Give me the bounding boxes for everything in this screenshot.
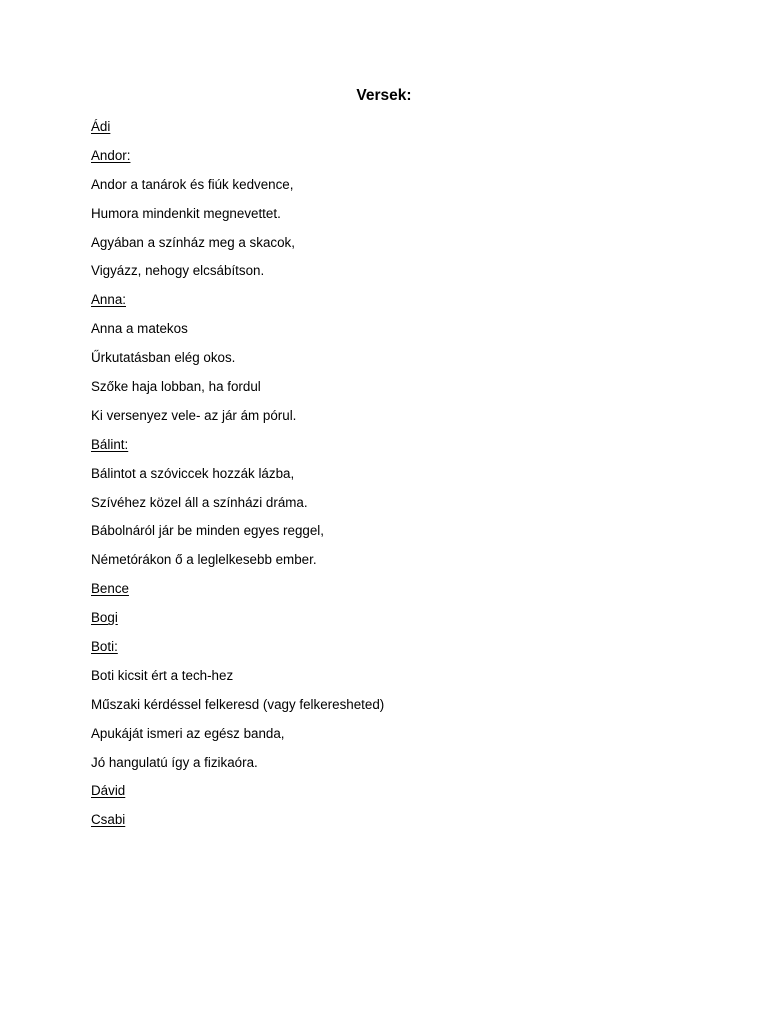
poem-line: Műszaki kérdéssel felkeresd (vagy felkeresheted) <box>91 696 385 712</box>
poem-line: Németórákon ő a leglelkesebb ember. <box>91 552 317 568</box>
poem-line: Szívéhez közel áll a színházi dráma. <box>91 494 308 510</box>
document-body <box>91 117 711 839</box>
poem-heading: Bogi <box>91 610 118 626</box>
poem-heading: Dávid <box>91 783 126 799</box>
document-title: Versek: <box>356 87 412 104</box>
poem-line: Humora mindenkit megnevettet. <box>91 205 281 221</box>
poem-line: Bábolnáról jár be minden egyes reggel, <box>91 523 324 539</box>
poem-heading: Ádi <box>91 119 111 134</box>
poem-heading: Anna: <box>91 292 126 308</box>
poem-heading: Csabi <box>91 812 126 828</box>
poem-heading: Bálint: <box>91 436 129 452</box>
poem-line: Szőke haja lobban, ha fordul <box>91 379 261 395</box>
poem-line: Ki versenyez vele- az jár ám pórul. <box>91 407 297 423</box>
poem-line: Űrkutatásban elég okos. <box>91 350 236 366</box>
poem-line: Anna a matekos <box>91 321 188 337</box>
poem-heading: Andor: <box>91 147 131 163</box>
poem-line: Agyában a színház meg a skacok, <box>91 234 295 250</box>
poem-line: Andor a tanárok és fiúk kedvence, <box>91 176 294 192</box>
poem-line: Apukáját ismeri az egész banda, <box>91 725 285 741</box>
poem-line: Vigyázz, nehogy elcsábítson. <box>91 263 265 279</box>
poem-heading: Boti: <box>91 639 118 655</box>
poem-heading: Bence <box>91 581 129 597</box>
poem-line: Boti kicsit ért a tech-hez <box>91 667 234 683</box>
poem-line: Jó hangulatú így a fizikaóra. <box>91 754 258 770</box>
poem-line: Bálintot a szóviccek hozzák lázba, <box>91 465 295 481</box>
